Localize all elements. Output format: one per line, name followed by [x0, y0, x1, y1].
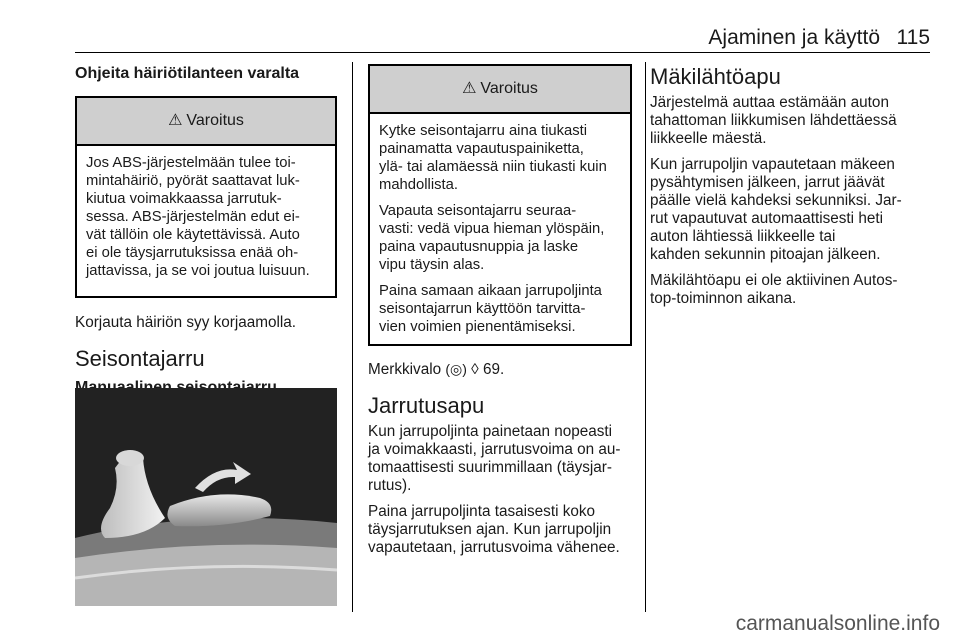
- warning-text: [86, 154, 327, 280]
- text-line: seisontajarrun käyttöön tarvitta-: [379, 301, 586, 317]
- text-line: ei ole täysjarrutuksissa enää oh-: [86, 245, 299, 261]
- warning-header: [77, 98, 335, 146]
- text-line: rut vapautuvat automaattisesti heti: [650, 210, 883, 227]
- section-title-brake-assist: Jarrutusapu: [368, 393, 485, 418]
- column-3: [650, 64, 930, 316]
- text-line: mahdollista.: [379, 177, 458, 193]
- text-line: Jos ABS-järjestelmään tulee toi-: [86, 155, 296, 171]
- parking-brake-illustration: [75, 388, 337, 606]
- text-line: Kun jarrupoljin vapautetaan mäkeen: [650, 156, 895, 173]
- reference-label: Merkkivalo: [368, 361, 442, 378]
- abs-warning-box: [75, 96, 337, 298]
- text-line: vapautetaan, jarrutusvoima vähenee.: [368, 539, 620, 556]
- text-line: Kytke seisontajarru aina tiukasti: [379, 123, 588, 139]
- column-divider-2: [645, 62, 646, 612]
- warning-title: Varoitus: [186, 112, 244, 129]
- brake-indicator-icon: (◎): [445, 361, 467, 377]
- text-line: sessa. ABS-järjestelmän edut ei-: [86, 209, 300, 225]
- repair-note: Korjauta häiriön syy korjaamolla.: [75, 314, 297, 331]
- text-line: top-toiminnon aikana.: [650, 290, 797, 307]
- hill-start-paragraph: [650, 156, 930, 264]
- warning-header: [370, 66, 630, 114]
- text-line: Vapauta seisontajarru seuraa-: [379, 203, 577, 219]
- text-line: vasti: vedä vipua hieman ylöspäin,: [379, 221, 605, 237]
- text-line: vät tällöin ole käytettävissä. Auto: [86, 227, 300, 243]
- header-title: Ajaminen ja käyttö: [708, 26, 880, 49]
- parking-brake-warning-box: [368, 64, 632, 346]
- text-line: paina vapautusnuppia ja laske: [379, 239, 579, 255]
- hill-start-paragraph: [650, 272, 930, 308]
- text-line: tomaattisesti suurimmillaan (täysjar-: [368, 459, 612, 476]
- text-line: täysjarrutuksen ajan. Kun jarrupoljin: [368, 521, 612, 538]
- text-line: kiutua voimakkaassa jarrutuk-: [86, 191, 282, 207]
- section-title-parking-brake: Seisontajarru: [75, 346, 205, 371]
- text-line: Mäkilähtöapu ei ole aktiivinen Autos-: [650, 272, 898, 289]
- warning-paragraph: [379, 282, 622, 336]
- brake-assist-paragraph: [368, 503, 632, 557]
- text-line: Paina jarrupoljinta tasaisesti koko: [368, 503, 596, 520]
- text-line: liikkeelle mäestä.: [650, 130, 767, 147]
- warning-triangle-icon: ⚠: [168, 112, 183, 129]
- column-1: [75, 64, 337, 398]
- brake-assist-paragraph: [368, 423, 632, 495]
- text-line: päälle vielä kahdeksi sekunniksi. Jar-: [650, 192, 902, 209]
- text-line: jattavissa, ja se voi joutua luisuun.: [86, 263, 310, 279]
- text-line: mintahäiriö, pyörät saattavat luk-: [86, 173, 300, 189]
- text-line: painamatta vapautuspainiketta,: [379, 141, 584, 157]
- text-line: vien voimien pienentämiseksi.: [379, 319, 576, 335]
- section-title-hill-start: Mäkilähtöapu: [650, 64, 781, 89]
- text-line: kahden sekunnin pitoajan jälkeen.: [650, 246, 881, 263]
- warning-body: [77, 146, 335, 296]
- column-2: [368, 64, 632, 565]
- warning-triangle-icon: ⚠: [462, 80, 477, 97]
- warning-title: Varoitus: [480, 80, 538, 97]
- text-line: ja voimakkaasti, jarrutusvoima on au-: [368, 441, 621, 458]
- hill-start-paragraph: [650, 94, 930, 148]
- warning-body: [370, 114, 630, 344]
- column-divider-1: [352, 62, 353, 612]
- text-line: tahattoman liikkumisen lähdettäessä: [650, 112, 897, 129]
- header-rule: [75, 52, 930, 53]
- text-line: ylä- tai alamäessä niin tiukasti kuin: [379, 159, 607, 175]
- reference-page[interactable]: 69.: [482, 361, 505, 378]
- text-line: Paina samaan aikaan jarrupoljinta: [379, 283, 602, 299]
- watermark: carmanualsonline.info: [735, 612, 940, 635]
- fault-heading: Ohjeita häiriötilanteen varalta: [75, 65, 300, 82]
- text-line: rutus).: [368, 477, 412, 494]
- page-reference-arrow-icon: ◊: [471, 361, 479, 378]
- text-line: Kun jarrupoljinta painetaan nopeasti: [368, 423, 613, 440]
- warning-paragraph: [379, 122, 622, 194]
- text-line: vipu täysin alas.: [379, 257, 485, 273]
- indicator-reference: [368, 360, 632, 379]
- page-number: 115: [896, 26, 930, 49]
- text-line: pysähtymisen jälkeen, jarrut jäävät: [650, 174, 885, 191]
- text-line: Järjestelmä auttaa estämään auton: [650, 94, 889, 111]
- text-line: auton lähtiessä liikkeelle tai: [650, 228, 836, 245]
- warning-paragraph: [379, 202, 622, 274]
